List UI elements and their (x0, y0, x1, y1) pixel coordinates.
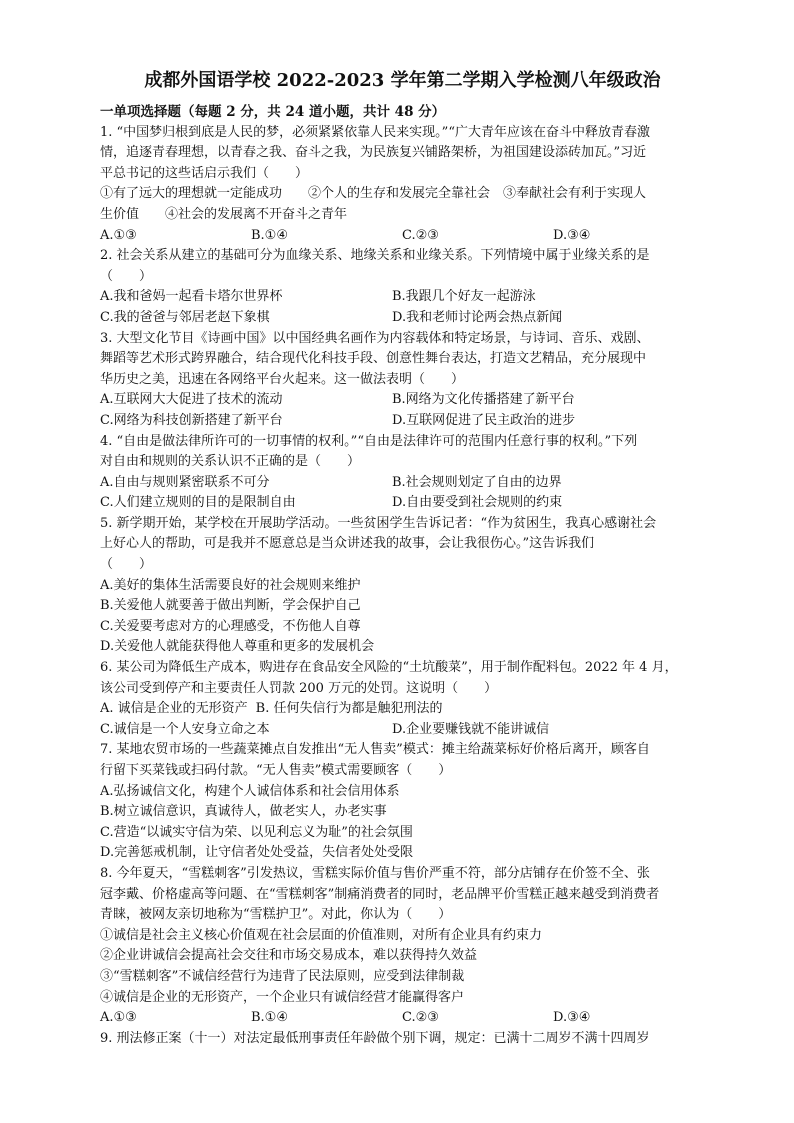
option-b[interactable]: B.①④ (251, 227, 288, 243)
options-row (100, 390, 705, 411)
options-row (100, 411, 705, 432)
option-a[interactable]: A.①③ (100, 1010, 137, 1026)
option-c[interactable]: C.网络为科技创新搭建了新平台 (100, 412, 283, 428)
option-c[interactable]: C.诚信是一个人安身立命之本 (100, 721, 270, 737)
options-row (100, 308, 705, 329)
options-row (100, 699, 705, 720)
exam-title: 成都外国语学校 2022-2023 学年第二学期入学检测八年级政治 (144, 70, 661, 91)
option-a[interactable]: A.自由与规则紧密联系不可分 (100, 474, 270, 490)
statement-line: 生价值 ④社会的发展离不开奋斗之青年 (100, 206, 348, 222)
question-2 (100, 246, 705, 328)
options-row (100, 473, 705, 494)
question-stem-line: 7. 某地农贸市场的一些蔬菜摊点自发推出“无人售卖”模式：摊主给蔬菜标好价格后离开，顾客自 (100, 742, 650, 758)
options-row (100, 493, 705, 514)
question-6 (100, 658, 705, 740)
option-b[interactable]: B.社会规则划定了自由的边界 (392, 474, 562, 490)
question-1 (100, 123, 705, 247)
question-stem-line: 2. 社会关系从建立的基础可分为血缘关系、地缘关系和业缘关系。下列情境中属于业缘关系的是 (100, 248, 650, 264)
exam-page (100, 66, 705, 1049)
question-stem-line: 舞蹈等艺术形式跨界融合，结合现代化科技手段、创意性舞台表达，打造文艺精品，充分展现中 (100, 351, 647, 367)
question-stem-line: 5. 新学期开始，某学校在开展助学活动。一些贫困学生告诉记者：“作为贫困生，我真心感谢社会 (100, 515, 657, 531)
options-row (100, 720, 705, 741)
option-d[interactable]: D.完善惩戒机制，让守信者处处受益，失信者处处受限 (100, 845, 414, 861)
question-stem-line: 8. 今年夏天，“雪糕刺客”引发热议，雪糕实际价值与售价严重不符，部分店铺存在价签不全、张 (100, 865, 650, 881)
question-5 (100, 514, 705, 658)
option-c[interactable]: C.营造“以诚实守信为荣、以见利忘义为耻”的社会氛围 (100, 824, 413, 840)
option-b[interactable]: B. 任何失信行为都是触犯刑法的 (255, 701, 443, 717)
question-9 (100, 1029, 705, 1050)
statement-line: ①诚信是社会主义核心价值观在社会层面的价值准则，对所有企业具有约束力 (100, 927, 543, 943)
statement-line: ①有了远大的理想就一定能成功 ②个人的生存和发展完全靠社会 ③奉献社会有利于实现人 (100, 186, 647, 202)
option-b[interactable]: B.关爱他人就要善于做出判断，学会保护自己 (100, 598, 361, 614)
option-d[interactable]: D.互联网促进了民主政治的进步 (392, 412, 576, 428)
question-stem-line: 平总书记的这些话启示我们（ ） (100, 165, 309, 181)
option-c[interactable]: C.②③ (402, 227, 439, 243)
question-7 (100, 740, 705, 864)
question-stem-line: （ ） (100, 268, 153, 284)
option-d[interactable]: D.企业要赚钱就不能讲诚信 (392, 721, 550, 737)
statement-line: ④诚信是企业的无形资产，一个企业只有诚信经营才能赢得客户 (100, 989, 465, 1005)
option-a[interactable]: A.美好的集体生活需要良好的社会规则来维护 (100, 577, 361, 593)
options-row (100, 1008, 705, 1029)
statement-line: ③“雪糕刺客”不诚信经营行为违背了民法原则，应受到法律制裁 (100, 968, 465, 984)
option-a[interactable]: A.互联网大大促进了技术的流动 (100, 392, 283, 408)
option-b[interactable]: B.网络为文化传播搭建了新平台 (392, 392, 575, 408)
statement-line: ②企业讲诚信会提高社会交往和市场交易成本，难以获得持久效益 (100, 948, 478, 964)
option-a[interactable]: A.弘扬诚信文化，构建个人诚信体系和社会信用体系 (100, 783, 400, 799)
question-stem-line: 上好心人的帮助，可是我并不愿意总是当众讲述我的故事，会让我很伤心。”这告诉我们 (100, 536, 595, 552)
question-stem-line: 华历史之美，迅速在各网络平台火起来。这一做法表明（ ） (100, 371, 465, 387)
option-d[interactable]: D.我和老师讨论两会热点新闻 (392, 309, 563, 325)
option-b[interactable]: B.我跟几个好友一起游泳 (392, 289, 536, 305)
option-d[interactable]: D.关爱他人就能获得他人尊重和更多的发展机会 (100, 639, 375, 655)
question-stem-line: 4. “自由是做法律所许可的一切事情的权利。”“自由是法律许可的范围内任意行事的权利。”下列 (100, 433, 638, 449)
option-a[interactable]: A.①③ (100, 227, 137, 243)
option-a[interactable]: A.我和爸妈一起看卡塔尔世界杯 (100, 289, 283, 305)
question-4 (100, 432, 705, 514)
options-row (100, 226, 705, 247)
question-stem-line: 行留下买菜钱或扫码付款。“无人售卖”模式需要顾客（ ） (100, 763, 452, 778)
question-stem-line: 3. 大型文化节目《诗画中国》以中国经典名画作为内容载体和特定场景，与诗词、音乐、戏剧、 (100, 330, 650, 346)
question-stem-line: 9. 刑法修正案（十一）对法定最低刑事责任年龄做个别下调，规定：已满十二周岁不满十四周岁 (100, 1030, 650, 1046)
question-stem-line: 1. “中国梦归根到底是人民的梦，必须紧紧依靠人民来实现。”“广大青年应该在奋斗中释放青春激 (100, 124, 650, 140)
option-d[interactable]: D.③④ (553, 227, 591, 243)
question-stem-line: 情，追逐青春理想，以青春之我、奋斗之我，为民族复兴铺路架桥，为祖国建设添砖加瓦。”习近 (100, 145, 647, 161)
question-8 (100, 864, 705, 1029)
option-c[interactable]: C.关爱要考虑对方的心理感受，不伤他人自尊 (100, 618, 361, 634)
option-b[interactable]: B.树立诚信意识，真诚待人，做老实人，办老实事 (100, 804, 387, 820)
option-b[interactable]: B.①④ (251, 1010, 288, 1026)
option-c[interactable]: C.我的爸爸与邻居老赵下象棋 (100, 309, 270, 325)
question-stem-line: 对自由和规则的关系认识不正确的是（ ） (100, 454, 361, 470)
option-c[interactable]: C.②③ (402, 1010, 439, 1026)
option-d[interactable]: D.自由要受到社会规则的约束 (392, 495, 563, 511)
question-3 (100, 329, 705, 432)
question-stem-line: 青睐，被网友亲切地称为“雪糕护卫”。对此，你认为（ ） (100, 907, 452, 923)
question-stem-line: 该公司受到停产和主要责任人罚款 200 万元的处罚。这说明（ ） (100, 680, 498, 696)
option-c[interactable]: C.人们建立规则的目的是限制自由 (100, 495, 296, 511)
options-row (100, 287, 705, 308)
question-stem-line: 冠李戴、价格虚高等问题、在“雪糕刺客”制痛消费者的同时，老品牌平价雪糕正越来越受到消费者 (100, 886, 660, 902)
section-header: 一单项选择题（每题 2 分，共 24 道小题，共计 48 分） (100, 104, 446, 120)
question-stem-line: （ ） (100, 557, 153, 573)
question-stem-line: 6. 某公司为降低生产成本，购进存在食品安全风险的“土坑酸菜”，用于制作配料包。2022 年 4 月， (100, 660, 678, 676)
option-a[interactable]: A. 诚信是企业的无形资产 (100, 701, 248, 717)
option-d[interactable]: D.③④ (553, 1010, 591, 1026)
